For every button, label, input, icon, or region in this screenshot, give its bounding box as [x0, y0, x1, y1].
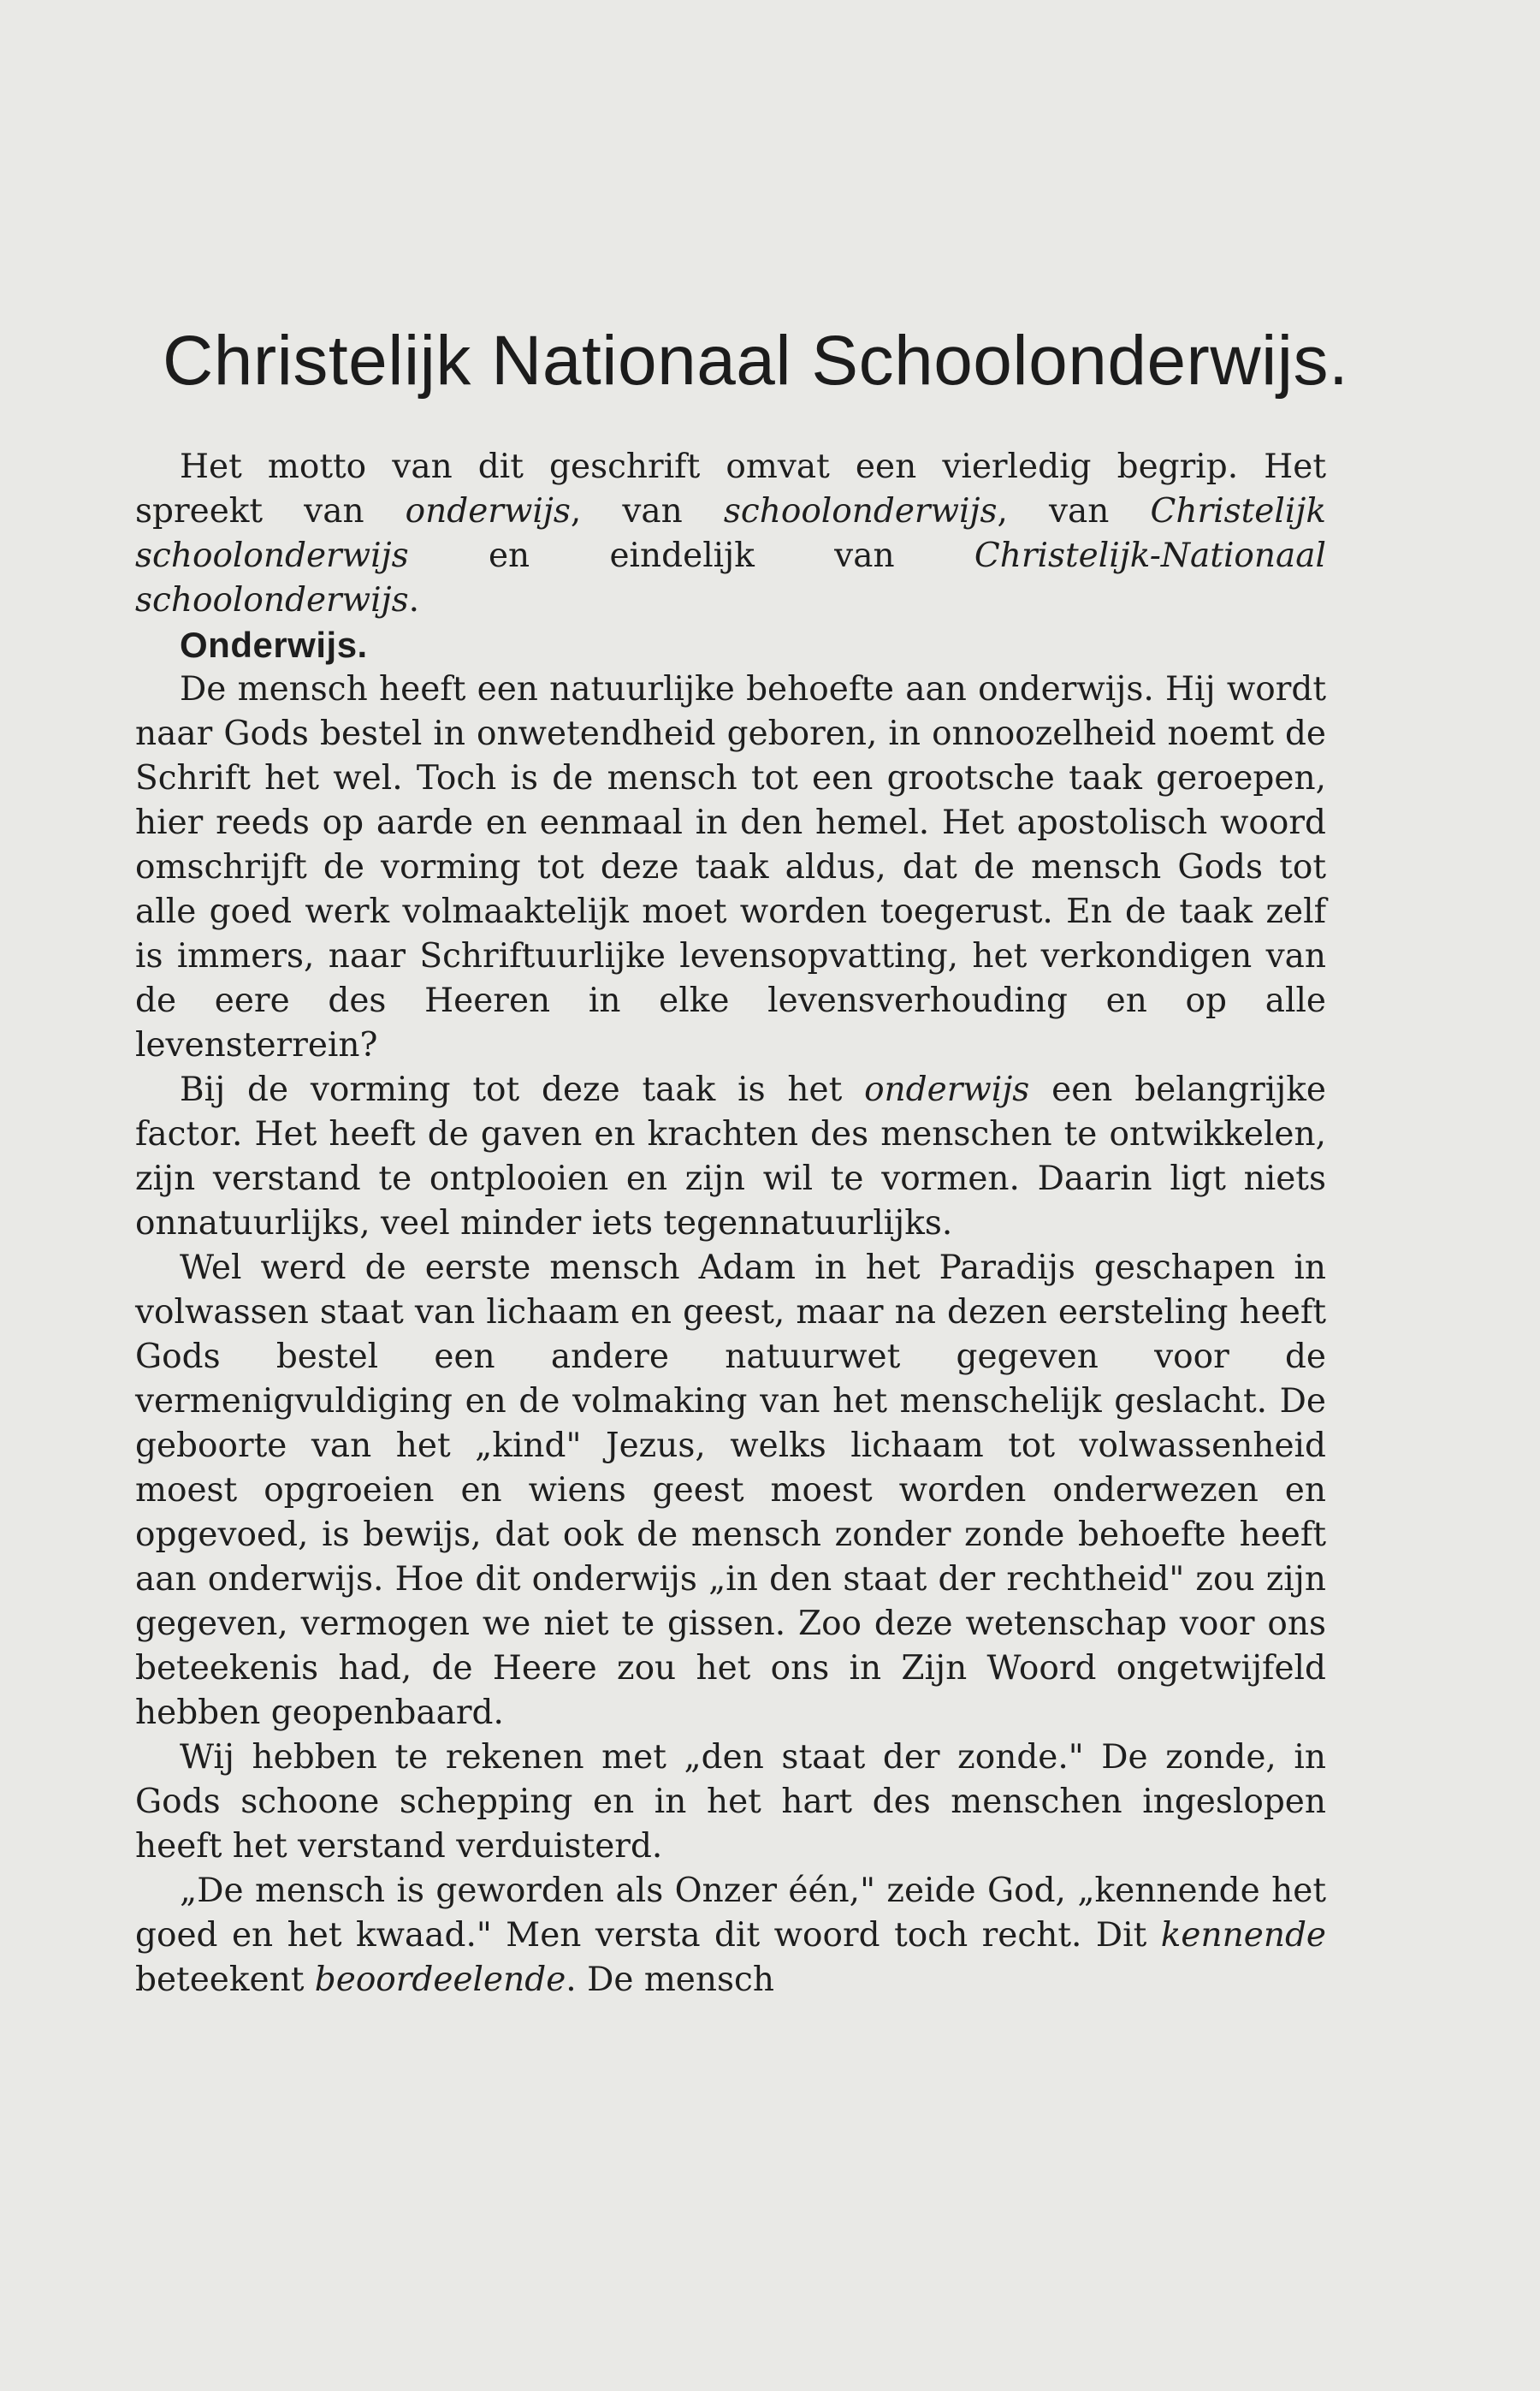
intro-paragraph [135, 445, 1326, 623]
section-heading: Onderwijs. [180, 625, 368, 665]
italic-run: Christelijk schoolonderwijs [135, 492, 1327, 575]
text-run: beteekent [135, 1961, 315, 1999]
document-body [135, 445, 1326, 2002]
text-run: een belangrijke factor. Het heeft de gaven en krachten des menschen te ontwikkelen, zijn verstand te ontplooien en zijn wil te vormen. Daarin ligt niets onnatuurlijks, veel minder iets tegennatuurlijks. [135, 1071, 1326, 1243]
text-run: „De mensch is geworden als Onzer één," zeide God, „kennende het goed en het kwaad." Men versta dit woord toch recht. Dit [135, 1872, 1326, 1955]
italic-run: Christelijk-Nationaal schoolonderwijs [135, 537, 1326, 620]
italic-run: beoordeelende [314, 1961, 566, 1999]
text-run: Het motto van dit geschrift omvat een vierledig begrip. Het spreekt van [135, 448, 1326, 531]
text-run: Bij de vorming tot deze taak is het [180, 1071, 865, 1109]
text-run: , van [997, 492, 1151, 531]
document-title: Christelijk Nationaal Schoolonderwijs. [163, 322, 1349, 400]
paragraph-4: Wij hebben te rekenen met „den staat der zonde." De zonde, in Gods schoone schepping en in het hart des menschen ingeslopen heeft het verstand verduisterd. [135, 1738, 1326, 1866]
text-run: , van [570, 492, 724, 531]
italic-run: schoolonderwijs [723, 492, 998, 531]
paragraph-3: Wel werd de eerste mensch Adam in het Paradijs geschapen in volwassen staat van lichaam en geest, maar na dezen eersteling heeft Gods bestel een andere natuurwet gegeven voor de vermenigvuldiging en de volmaking van het menschelijk geslacht. De geboorte van het „kind" Jezus, welks lichaam tot volwassenheid moest opgroeien en wiens geest moest worden onderwezen en opgevoed, is bewijs, dat ook de mensch zonder zonde behoefte heeft aan onderwijs. Hoe dit onderwijs „in den staat der rechtheid" zou zijn gegeven, vermogen we niet te gissen. Zoo deze wetenschap voor ons beteekenis had, de Heere zou het ons in Zijn Woord ongetwijfeld hebben geopenbaard. [135, 1249, 1326, 1732]
paragraph-5 [135, 1869, 1326, 2002]
text-run: . De mensch [566, 1961, 774, 1999]
italic-run: onderwijs [864, 1071, 1030, 1109]
text-run: en eindelijk van [408, 537, 974, 575]
paragraph-2 [135, 1068, 1326, 1246]
italic-run: kennende [1160, 1916, 1326, 1955]
italic-run: onderwijs [405, 492, 571, 531]
text-run: . [408, 581, 420, 620]
paragraph-1: De mensch heeft een natuurlijke behoefte aan onderwijs. Hij wordt naar Gods bestel in onwetendheid geboren, in onnoozelheid noemt de Schrift het wel. Toch is de mensch tot een grootsche taak geroepen, hier reeds op aarde en eenmaal in den hemel. Het apostolisch woord omschrijft de vorming tot deze taak aldus, dat de mensch Gods tot alle goed werk volmaaktelijk moet worden toegerust. En de taak zelf is immers, naar Schriftuurlijke levensopvatting, het verkondigen van de eere des Heeren in elke levensverhouding en op alle levensterrein? [135, 670, 1326, 1065]
